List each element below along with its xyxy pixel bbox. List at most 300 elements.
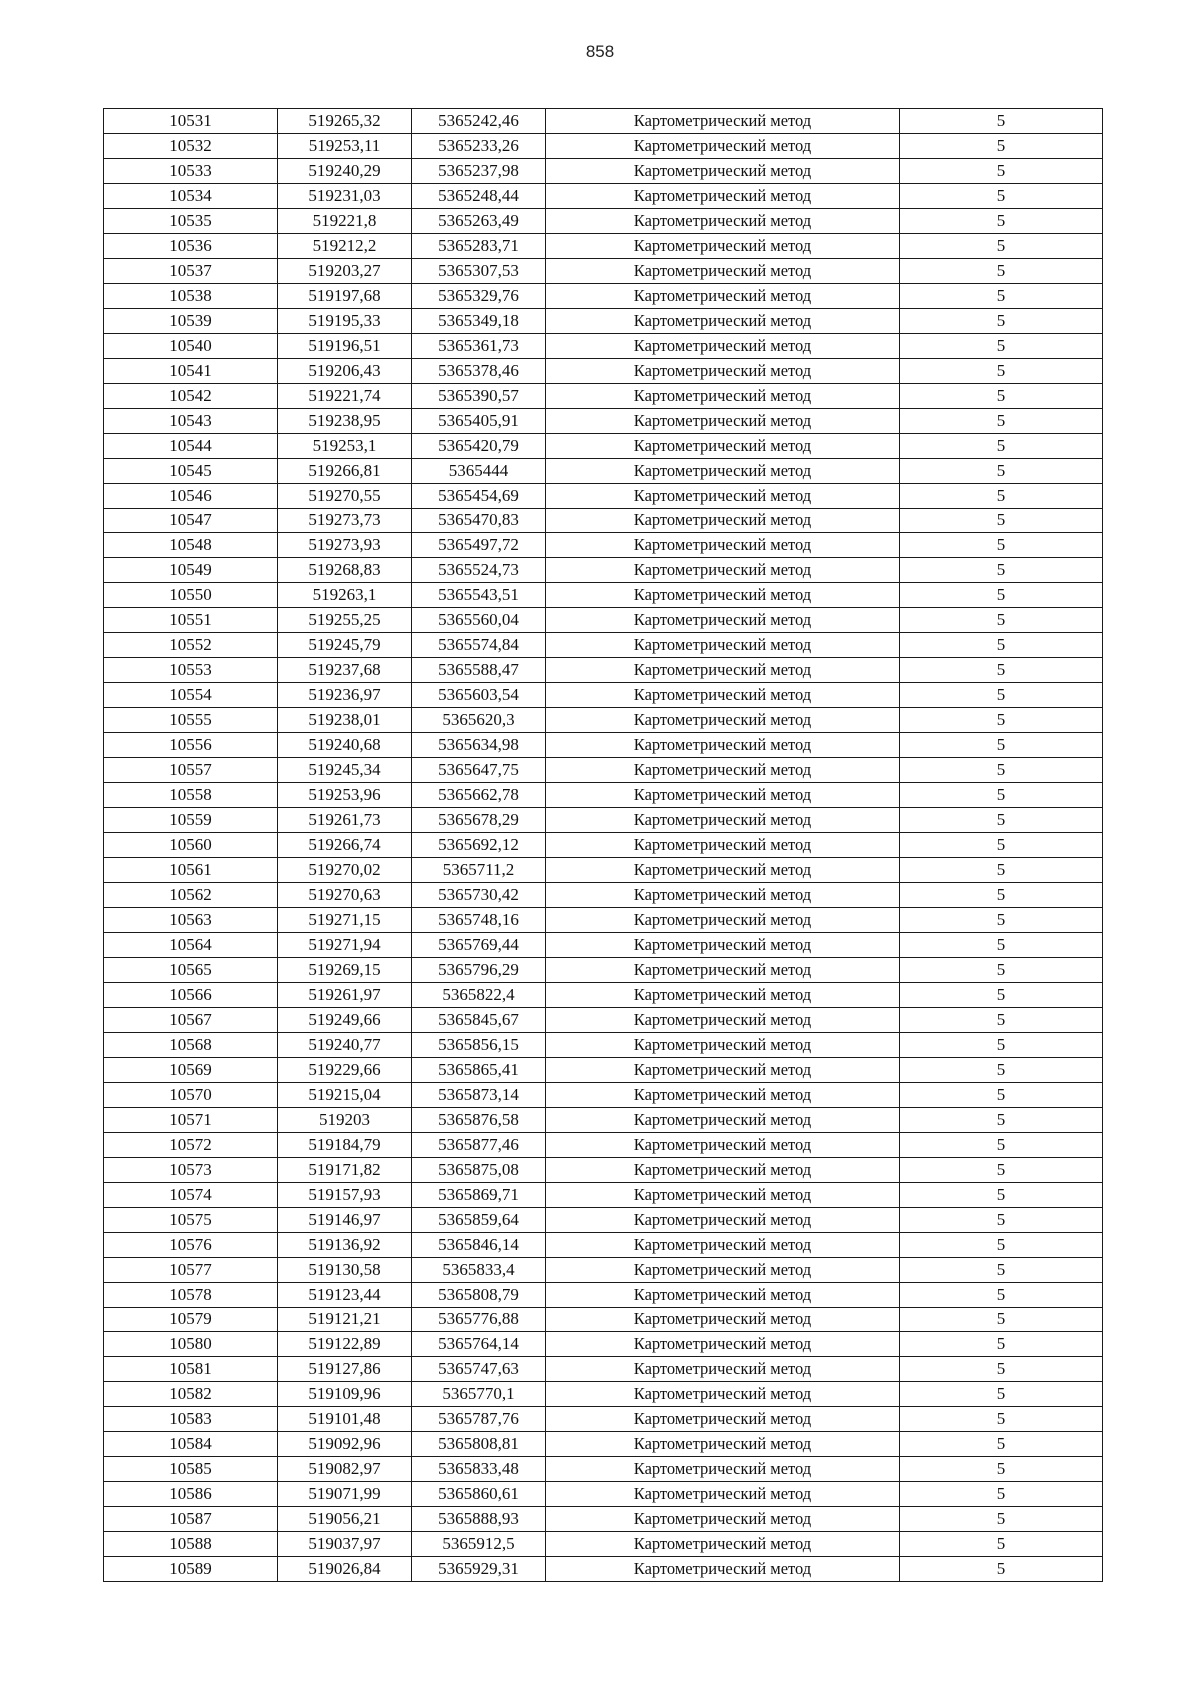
method-cell: Картометрический метод	[546, 883, 900, 908]
y-coordinate-cell: 5365808,79	[412, 1282, 546, 1307]
accuracy-cell: 5	[900, 183, 1103, 208]
table-row	[104, 583, 1103, 608]
table-row	[104, 1482, 1103, 1507]
method-cell: Картометрический метод	[546, 133, 900, 158]
table-row	[104, 633, 1103, 658]
table-row	[104, 932, 1103, 957]
table-row	[104, 533, 1103, 558]
table-row	[104, 1307, 1103, 1332]
method-cell: Картометрический метод	[546, 858, 900, 883]
x-coordinate-cell: 519082,97	[278, 1457, 412, 1482]
method-cell: Картометрический метод	[546, 1557, 900, 1582]
point-number-cell: 10550	[104, 583, 278, 608]
y-coordinate-cell: 5365912,5	[412, 1532, 546, 1557]
accuracy-cell: 5	[900, 883, 1103, 908]
method-cell: Картометрический метод	[546, 433, 900, 458]
table-row	[104, 758, 1103, 783]
accuracy-cell: 5	[900, 333, 1103, 358]
method-cell: Картометрический метод	[546, 358, 900, 383]
method-cell: Картометрический метод	[546, 408, 900, 433]
method-cell: Картометрический метод	[546, 458, 900, 483]
y-coordinate-cell: 5365237,98	[412, 158, 546, 183]
x-coordinate-cell: 519026,84	[278, 1557, 412, 1582]
method-cell: Картометрический метод	[546, 608, 900, 633]
y-coordinate-cell: 5365877,46	[412, 1132, 546, 1157]
y-coordinate-cell: 5365361,73	[412, 333, 546, 358]
point-number-cell: 10536	[104, 233, 278, 258]
accuracy-cell: 5	[900, 683, 1103, 708]
accuracy-cell: 5	[900, 558, 1103, 583]
accuracy-cell: 5	[900, 1207, 1103, 1232]
accuracy-cell: 5	[900, 483, 1103, 508]
method-cell: Картометрический метод	[546, 1282, 900, 1307]
accuracy-cell: 5	[900, 1057, 1103, 1082]
table-row	[104, 808, 1103, 833]
method-cell: Картометрический метод	[546, 483, 900, 508]
y-coordinate-cell: 5365678,29	[412, 808, 546, 833]
method-cell: Картометрический метод	[546, 383, 900, 408]
x-coordinate-cell: 519212,2	[278, 233, 412, 258]
point-number-cell: 10576	[104, 1232, 278, 1257]
point-number-cell: 10558	[104, 783, 278, 808]
table-row	[104, 458, 1103, 483]
y-coordinate-cell: 5365796,29	[412, 957, 546, 982]
table-row	[104, 1332, 1103, 1357]
y-coordinate-cell: 5365248,44	[412, 183, 546, 208]
y-coordinate-cell: 5365776,88	[412, 1307, 546, 1332]
accuracy-cell: 5	[900, 133, 1103, 158]
table-row	[104, 1182, 1103, 1207]
table-row	[104, 1057, 1103, 1082]
x-coordinate-cell: 519238,95	[278, 408, 412, 433]
accuracy-cell: 5	[900, 1032, 1103, 1057]
accuracy-cell: 5	[900, 1107, 1103, 1132]
point-number-cell: 10553	[104, 658, 278, 683]
method-cell: Картометрический метод	[546, 183, 900, 208]
y-coordinate-cell: 5365833,4	[412, 1257, 546, 1282]
point-number-cell: 10589	[104, 1557, 278, 1582]
method-cell: Картометрический метод	[546, 558, 900, 583]
x-coordinate-cell: 519157,93	[278, 1182, 412, 1207]
y-coordinate-cell: 5365263,49	[412, 208, 546, 233]
x-coordinate-cell: 519071,99	[278, 1482, 412, 1507]
y-coordinate-cell: 5365860,61	[412, 1482, 546, 1507]
y-coordinate-cell: 5365929,31	[412, 1557, 546, 1582]
x-coordinate-cell: 519237,68	[278, 658, 412, 683]
method-cell: Картометрический метод	[546, 783, 900, 808]
x-coordinate-cell: 519092,96	[278, 1432, 412, 1457]
point-number-cell: 10583	[104, 1407, 278, 1432]
table-row	[104, 1157, 1103, 1182]
y-coordinate-cell: 5365662,78	[412, 783, 546, 808]
point-number-cell: 10587	[104, 1507, 278, 1532]
x-coordinate-cell: 519266,81	[278, 458, 412, 483]
y-coordinate-cell: 5365497,72	[412, 533, 546, 558]
x-coordinate-cell: 519101,48	[278, 1407, 412, 1432]
table-row	[104, 1557, 1103, 1582]
accuracy-cell: 5	[900, 1157, 1103, 1182]
accuracy-cell: 5	[900, 1407, 1103, 1432]
coordinates-table	[103, 108, 1103, 1582]
x-coordinate-cell: 519261,97	[278, 982, 412, 1007]
table-row	[104, 1257, 1103, 1282]
table-row	[104, 908, 1103, 933]
x-coordinate-cell: 519203,27	[278, 258, 412, 283]
point-number-cell: 10574	[104, 1182, 278, 1207]
method-cell: Картометрический метод	[546, 908, 900, 933]
y-coordinate-cell: 5365770,1	[412, 1382, 546, 1407]
point-number-cell: 10563	[104, 908, 278, 933]
table-row	[104, 233, 1103, 258]
y-coordinate-cell: 5365845,67	[412, 1007, 546, 1032]
x-coordinate-cell: 519270,02	[278, 858, 412, 883]
x-coordinate-cell: 519184,79	[278, 1132, 412, 1157]
point-number-cell: 10554	[104, 683, 278, 708]
method-cell: Картометрический метод	[546, 158, 900, 183]
table-row	[104, 1107, 1103, 1132]
point-number-cell: 10533	[104, 158, 278, 183]
x-coordinate-cell: 519127,86	[278, 1357, 412, 1382]
method-cell: Картометрический метод	[546, 1132, 900, 1157]
method-cell: Картометрический метод	[546, 758, 900, 783]
point-number-cell: 10567	[104, 1007, 278, 1032]
point-number-cell: 10534	[104, 183, 278, 208]
point-number-cell: 10582	[104, 1382, 278, 1407]
method-cell: Картометрический метод	[546, 333, 900, 358]
accuracy-cell: 5	[900, 1132, 1103, 1157]
method-cell: Картометрический метод	[546, 1057, 900, 1082]
method-cell: Картометрический метод	[546, 708, 900, 733]
table-row	[104, 1382, 1103, 1407]
point-number-cell: 10581	[104, 1357, 278, 1382]
accuracy-cell: 5	[900, 1332, 1103, 1357]
x-coordinate-cell: 519261,73	[278, 808, 412, 833]
x-coordinate-cell: 519253,96	[278, 783, 412, 808]
x-coordinate-cell: 519253,11	[278, 133, 412, 158]
point-number-cell: 10549	[104, 558, 278, 583]
method-cell: Картометрический метод	[546, 808, 900, 833]
accuracy-cell: 5	[900, 1432, 1103, 1457]
table-row	[104, 208, 1103, 233]
accuracy-cell: 5	[900, 1182, 1103, 1207]
table-row	[104, 1407, 1103, 1432]
table-row	[104, 333, 1103, 358]
accuracy-cell: 5	[900, 708, 1103, 733]
point-number-cell: 10560	[104, 833, 278, 858]
y-coordinate-cell: 5365560,04	[412, 608, 546, 633]
method-cell: Картометрический метод	[546, 233, 900, 258]
table-row	[104, 1432, 1103, 1457]
point-number-cell: 10570	[104, 1082, 278, 1107]
point-number-cell: 10588	[104, 1532, 278, 1557]
y-coordinate-cell: 5365603,54	[412, 683, 546, 708]
table-row	[104, 783, 1103, 808]
accuracy-cell: 5	[900, 408, 1103, 433]
point-number-cell: 10551	[104, 608, 278, 633]
x-coordinate-cell: 519122,89	[278, 1332, 412, 1357]
accuracy-cell: 5	[900, 158, 1103, 183]
accuracy-cell: 5	[900, 233, 1103, 258]
y-coordinate-cell: 5365283,71	[412, 233, 546, 258]
method-cell: Картометрический метод	[546, 683, 900, 708]
x-coordinate-cell: 519236,97	[278, 683, 412, 708]
table-row	[104, 1132, 1103, 1157]
y-coordinate-cell: 5365647,75	[412, 758, 546, 783]
accuracy-cell: 5	[900, 1232, 1103, 1257]
y-coordinate-cell: 5365856,15	[412, 1032, 546, 1057]
method-cell: Картометрический метод	[546, 1207, 900, 1232]
y-coordinate-cell: 5365588,47	[412, 658, 546, 683]
y-coordinate-cell: 5365711,2	[412, 858, 546, 883]
table-row	[104, 433, 1103, 458]
x-coordinate-cell: 519245,79	[278, 633, 412, 658]
accuracy-cell: 5	[900, 283, 1103, 308]
x-coordinate-cell: 519271,94	[278, 932, 412, 957]
x-coordinate-cell: 519231,03	[278, 183, 412, 208]
point-number-cell: 10556	[104, 733, 278, 758]
method-cell: Картометрический метод	[546, 1532, 900, 1557]
method-cell: Картометрический метод	[546, 1157, 900, 1182]
y-coordinate-cell: 5365730,42	[412, 883, 546, 908]
x-coordinate-cell: 519123,44	[278, 1282, 412, 1307]
method-cell: Картометрический метод	[546, 208, 900, 233]
point-number-cell: 10564	[104, 932, 278, 957]
table-row	[104, 483, 1103, 508]
point-number-cell: 10545	[104, 458, 278, 483]
point-number-cell: 10572	[104, 1132, 278, 1157]
x-coordinate-cell: 519266,74	[278, 833, 412, 858]
y-coordinate-cell: 5365833,48	[412, 1457, 546, 1482]
point-number-cell: 10540	[104, 333, 278, 358]
x-coordinate-cell: 519171,82	[278, 1157, 412, 1182]
y-coordinate-cell: 5365454,69	[412, 483, 546, 508]
accuracy-cell: 5	[900, 858, 1103, 883]
y-coordinate-cell: 5365747,63	[412, 1357, 546, 1382]
accuracy-cell: 5	[900, 458, 1103, 483]
method-cell: Картометрический метод	[546, 533, 900, 558]
method-cell: Картометрический метод	[546, 1382, 900, 1407]
method-cell: Картометрический метод	[546, 1232, 900, 1257]
x-coordinate-cell: 519109,96	[278, 1382, 412, 1407]
method-cell: Картометрический метод	[546, 932, 900, 957]
accuracy-cell: 5	[900, 833, 1103, 858]
y-coordinate-cell: 5365692,12	[412, 833, 546, 858]
y-coordinate-cell: 5365524,73	[412, 558, 546, 583]
table-row	[104, 1357, 1103, 1382]
x-coordinate-cell: 519268,83	[278, 558, 412, 583]
x-coordinate-cell: 519273,73	[278, 508, 412, 533]
accuracy-cell: 5	[900, 1307, 1103, 1332]
x-coordinate-cell: 519253,1	[278, 433, 412, 458]
table-row	[104, 1232, 1103, 1257]
y-coordinate-cell: 5365329,76	[412, 283, 546, 308]
table-row	[104, 1507, 1103, 1532]
accuracy-cell: 5	[900, 1382, 1103, 1407]
x-coordinate-cell: 519269,15	[278, 957, 412, 982]
x-coordinate-cell: 519240,29	[278, 158, 412, 183]
table-row	[104, 308, 1103, 333]
method-cell: Картометрический метод	[546, 1507, 900, 1532]
point-number-cell: 10539	[104, 308, 278, 333]
accuracy-cell: 5	[900, 733, 1103, 758]
x-coordinate-cell: 519203	[278, 1107, 412, 1132]
method-cell: Картометрический метод	[546, 258, 900, 283]
x-coordinate-cell: 519195,33	[278, 308, 412, 333]
y-coordinate-cell: 5365787,76	[412, 1407, 546, 1432]
accuracy-cell: 5	[900, 433, 1103, 458]
accuracy-cell: 5	[900, 1257, 1103, 1282]
accuracy-cell: 5	[900, 1457, 1103, 1482]
x-coordinate-cell: 519146,97	[278, 1207, 412, 1232]
x-coordinate-cell: 519245,34	[278, 758, 412, 783]
point-number-cell: 10584	[104, 1432, 278, 1457]
table-row	[104, 1007, 1103, 1032]
point-number-cell: 10569	[104, 1057, 278, 1082]
point-number-cell: 10541	[104, 358, 278, 383]
point-number-cell: 10575	[104, 1207, 278, 1232]
method-cell: Картометрический метод	[546, 733, 900, 758]
table-row	[104, 708, 1103, 733]
accuracy-cell: 5	[900, 758, 1103, 783]
method-cell: Картометрический метод	[546, 1332, 900, 1357]
y-coordinate-cell: 5365869,71	[412, 1182, 546, 1207]
point-number-cell: 10531	[104, 109, 278, 134]
point-number-cell: 10585	[104, 1457, 278, 1482]
x-coordinate-cell: 519249,66	[278, 1007, 412, 1032]
accuracy-cell: 5	[900, 1282, 1103, 1307]
point-number-cell: 10544	[104, 433, 278, 458]
point-number-cell: 10565	[104, 957, 278, 982]
y-coordinate-cell: 5365748,16	[412, 908, 546, 933]
x-coordinate-cell: 519255,25	[278, 608, 412, 633]
point-number-cell: 10561	[104, 858, 278, 883]
method-cell: Картометрический метод	[546, 633, 900, 658]
point-number-cell: 10577	[104, 1257, 278, 1282]
accuracy-cell: 5	[900, 1082, 1103, 1107]
point-number-cell: 10579	[104, 1307, 278, 1332]
method-cell: Картометрический метод	[546, 1082, 900, 1107]
method-cell: Картометрический метод	[546, 1307, 900, 1332]
x-coordinate-cell: 519215,04	[278, 1082, 412, 1107]
accuracy-cell: 5	[900, 658, 1103, 683]
point-number-cell: 10547	[104, 508, 278, 533]
x-coordinate-cell: 519263,1	[278, 583, 412, 608]
point-number-cell: 10548	[104, 533, 278, 558]
table-row	[104, 982, 1103, 1007]
point-number-cell: 10537	[104, 258, 278, 283]
table-row	[104, 1282, 1103, 1307]
y-coordinate-cell: 5365875,08	[412, 1157, 546, 1182]
y-coordinate-cell: 5365444	[412, 458, 546, 483]
point-number-cell: 10562	[104, 883, 278, 908]
accuracy-cell: 5	[900, 957, 1103, 982]
accuracy-cell: 5	[900, 608, 1103, 633]
x-coordinate-cell: 519121,21	[278, 1307, 412, 1332]
accuracy-cell: 5	[900, 258, 1103, 283]
method-cell: Картометрический метод	[546, 1482, 900, 1507]
y-coordinate-cell: 5365574,84	[412, 633, 546, 658]
point-number-cell: 10552	[104, 633, 278, 658]
x-coordinate-cell: 519270,63	[278, 883, 412, 908]
y-coordinate-cell: 5365349,18	[412, 308, 546, 333]
point-number-cell: 10535	[104, 208, 278, 233]
point-number-cell: 10532	[104, 133, 278, 158]
y-coordinate-cell: 5365390,57	[412, 383, 546, 408]
accuracy-cell: 5	[900, 932, 1103, 957]
point-number-cell: 10573	[104, 1157, 278, 1182]
method-cell: Картометрический метод	[546, 1407, 900, 1432]
x-coordinate-cell: 519221,74	[278, 383, 412, 408]
method-cell: Картометрический метод	[546, 1257, 900, 1282]
table-row	[104, 283, 1103, 308]
point-number-cell: 10543	[104, 408, 278, 433]
y-coordinate-cell: 5365620,3	[412, 708, 546, 733]
y-coordinate-cell: 5365420,79	[412, 433, 546, 458]
page-number: 858	[585, 42, 615, 61]
table-row	[104, 957, 1103, 982]
method-cell: Картометрический метод	[546, 957, 900, 982]
x-coordinate-cell: 519136,92	[278, 1232, 412, 1257]
point-number-cell: 10557	[104, 758, 278, 783]
point-number-cell: 10546	[104, 483, 278, 508]
point-number-cell: 10571	[104, 1107, 278, 1132]
table-row	[104, 358, 1103, 383]
method-cell: Картометрический метод	[546, 109, 900, 134]
point-number-cell: 10566	[104, 982, 278, 1007]
method-cell: Картометрический метод	[546, 583, 900, 608]
table-row	[104, 133, 1103, 158]
method-cell: Картометрический метод	[546, 1007, 900, 1032]
table-row	[104, 558, 1103, 583]
x-coordinate-cell: 519273,93	[278, 533, 412, 558]
coordinates-table-body	[104, 109, 1103, 1582]
y-coordinate-cell: 5365888,93	[412, 1507, 546, 1532]
y-coordinate-cell: 5365378,46	[412, 358, 546, 383]
x-coordinate-cell: 519221,8	[278, 208, 412, 233]
x-coordinate-cell: 519240,68	[278, 733, 412, 758]
point-number-cell: 10555	[104, 708, 278, 733]
accuracy-cell: 5	[900, 109, 1103, 134]
table-row	[104, 383, 1103, 408]
table-row	[104, 883, 1103, 908]
accuracy-cell: 5	[900, 1357, 1103, 1382]
method-cell: Картометрический метод	[546, 308, 900, 333]
y-coordinate-cell: 5365822,4	[412, 982, 546, 1007]
table-row	[104, 1457, 1103, 1482]
y-coordinate-cell: 5365307,53	[412, 258, 546, 283]
accuracy-cell: 5	[900, 508, 1103, 533]
y-coordinate-cell: 5365764,14	[412, 1332, 546, 1357]
point-number-cell: 10538	[104, 283, 278, 308]
x-coordinate-cell: 519037,97	[278, 1532, 412, 1557]
method-cell: Картометрический метод	[546, 1032, 900, 1057]
method-cell: Картометрический метод	[546, 1457, 900, 1482]
y-coordinate-cell: 5365470,83	[412, 508, 546, 533]
table-row	[104, 508, 1103, 533]
point-number-cell: 10568	[104, 1032, 278, 1057]
table-row	[104, 109, 1103, 134]
x-coordinate-cell: 519240,77	[278, 1032, 412, 1057]
point-number-cell: 10542	[104, 383, 278, 408]
method-cell: Картометрический метод	[546, 283, 900, 308]
table-row	[104, 858, 1103, 883]
x-coordinate-cell: 519265,32	[278, 109, 412, 134]
point-number-cell: 10578	[104, 1282, 278, 1307]
y-coordinate-cell: 5365808,81	[412, 1432, 546, 1457]
y-coordinate-cell: 5365873,14	[412, 1082, 546, 1107]
accuracy-cell: 5	[900, 633, 1103, 658]
accuracy-cell: 5	[900, 383, 1103, 408]
